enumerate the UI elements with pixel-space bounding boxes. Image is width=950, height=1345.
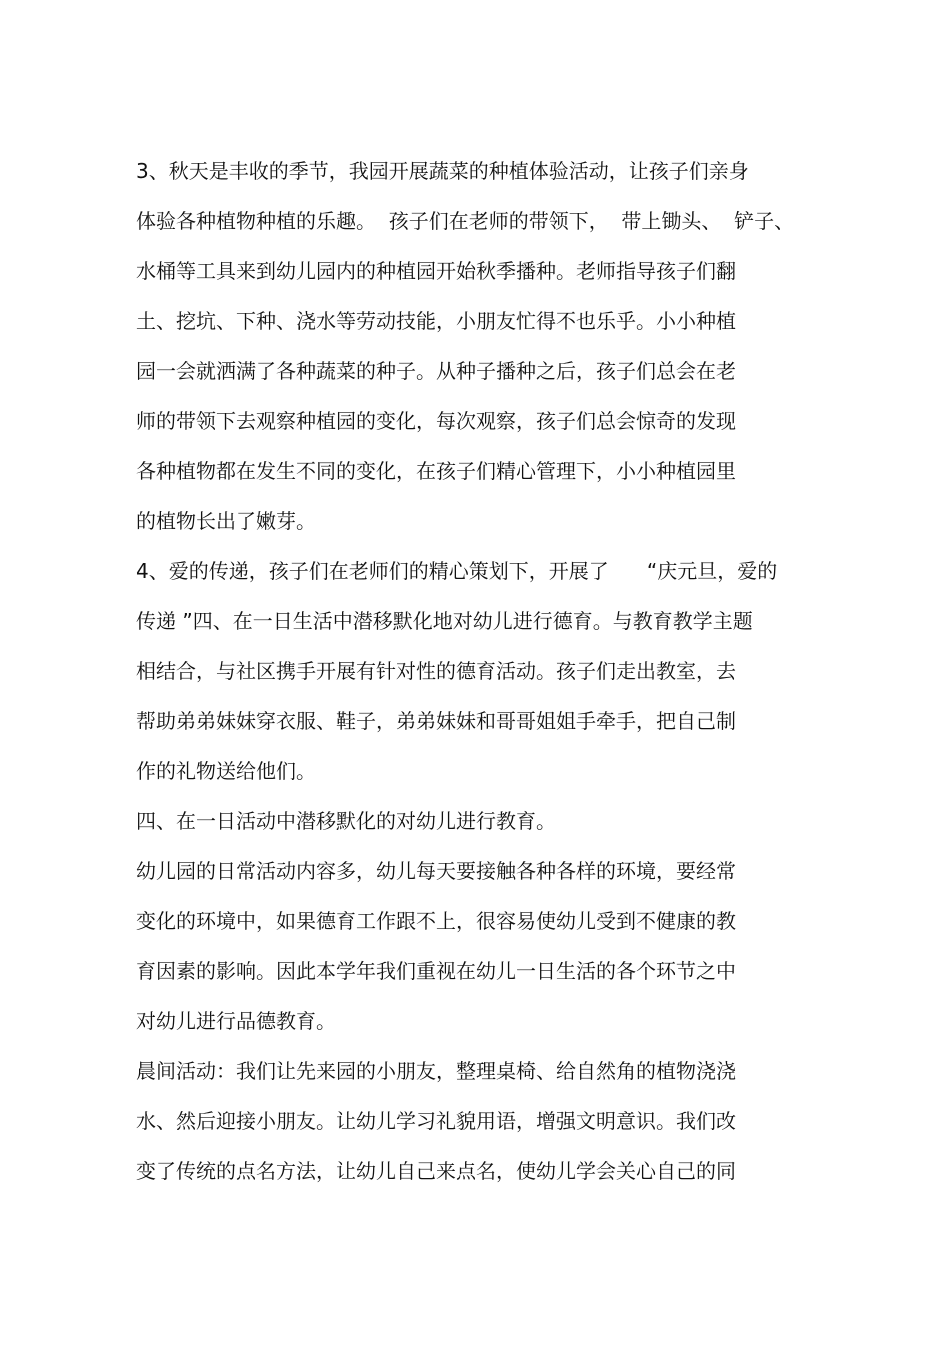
text-line: 作的礼物送给他们。 [136, 759, 316, 783]
text-line: 土、挖坑、下种、浇水等劳动技能，小朋友忙得不也乐乎。小小种植 [136, 309, 736, 333]
text-line: 4、爱的传递，孩子们在老师们的精心策划下，开展了 “庆元旦，爱的 [136, 559, 778, 583]
text-line: 师的带领下去观察种植园的变化，每次观察，孩子们总会惊奇的发现 [136, 409, 736, 433]
text-line: 体验各种植物种植的乐趣。 孩子们在老师的带领下， 带上锄头、 铲子、 [136, 209, 795, 233]
text-line: 水、然后迎接小朋友。让幼儿学习礼貌用语，增强文明意识。我们改 [136, 1109, 736, 1133]
document-body [136, 146, 836, 1196]
text-line: 相结合，与社区携手开展有针对性的德育活动。孩子们走出教室，去 [136, 659, 736, 683]
text-line: 晨间活动：我们让先来园的小朋友，整理桌椅、给自然角的植物浇浇 [136, 1059, 736, 1083]
text-line: 对幼儿进行品德教育。 [136, 1009, 336, 1033]
text-line: 幼儿园的日常活动内容多，幼儿每天要接触各种各样的环境，要经常 [136, 859, 736, 883]
text-line: 水桶等工具来到幼儿园内的种植园开始秋季播种。老师指导孩子们翻 [136, 259, 736, 283]
text-line: 园一会就洒满了各种蔬菜的种子。从种子播种之后，孩子们总会在老 [136, 359, 736, 383]
text-line: 帮助弟弟妹妹穿衣服、鞋子，弟弟妹妹和哥哥姐姐手牵手，把自己制 [136, 709, 736, 733]
text-line: 变化的环境中，如果德育工作跟不上，很容易使幼儿受到不健康的教 [136, 909, 736, 933]
text-line: 3、秋天是丰收的季节，我园开展蔬菜的种植体验活动，让孩子们亲身 [136, 159, 749, 183]
text-line: 变了传统的点名方法，让幼儿自己来点名，使幼儿学会关心自己的同 [136, 1159, 736, 1183]
section-heading: 四、在一日活动中潜移默化的对幼儿进行教育。 [136, 809, 556, 833]
text-line: 的植物长出了嫩芽。 [136, 509, 316, 533]
text-line: 育因素的影响。因此本学年我们重视在幼儿一日生活的各个环节之中 [136, 959, 736, 983]
text-line: 传递 ”四、在一日生活中潜移默化地对幼儿进行德育。与教育教学主题 [136, 609, 753, 633]
text-line: 各种植物都在发生不同的变化，在孩子们精心管理下，小小种植园里 [136, 459, 736, 483]
